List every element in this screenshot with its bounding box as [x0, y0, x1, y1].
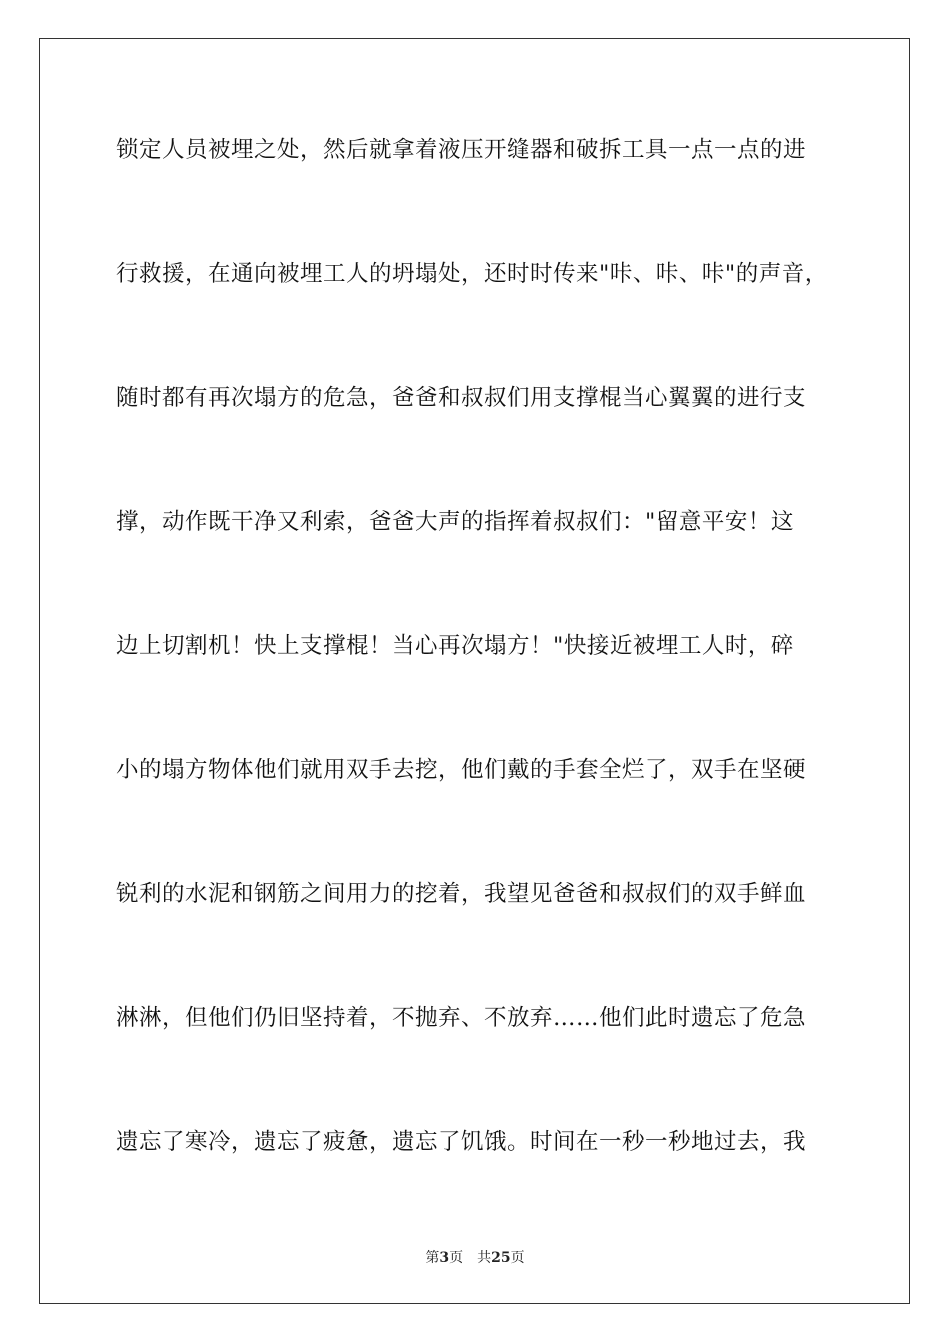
- text-line-5: 边上切割机！快上支撑棍！当心再次塌方！"快接近被埋工人时，碎: [116, 633, 794, 659]
- total-pages: 25: [491, 1250, 511, 1266]
- page-prefix: 第: [425, 1250, 440, 1266]
- page-footer: [0, 1247, 950, 1267]
- text-line-7: 锐利的水泥和钢筋之间用力的挖着，我望见爸爸和叔叔们的双手鲜血: [116, 881, 807, 907]
- page-suffix: 页: [449, 1250, 464, 1266]
- page-number: 3: [439, 1250, 450, 1266]
- text-line-8: 淋淋，但他们仍旧坚持着，不抛弃、不放弃……他们此时遗忘了危急: [116, 1005, 807, 1031]
- text-line-4: 撑，动作既干净又利索，爸爸大声的指挥着叔叔们："留意平安！这: [116, 509, 794, 535]
- text-line-9: 遗忘了寒冷，遗忘了疲惫，遗忘了饥饿。时间在一秒一秒地过去，我: [116, 1129, 807, 1155]
- total-suffix: 页: [510, 1250, 525, 1266]
- text-line-1: 锁定人员被埋之处，然后就拿着液压开缝器和破拆工具一点一点的进: [116, 137, 807, 163]
- total-prefix: 共: [477, 1250, 492, 1266]
- text-line-2: 行救援，在通向被埋工人的坍塌处，还时时传来"咔、咔、咔"的声音，: [116, 261, 828, 287]
- body-text: [116, 120, 836, 1236]
- text-line-3: 随时都有再次塌方的危急，爸爸和叔叔们用支撑棍当心翼翼的进行支: [116, 385, 807, 411]
- text-line-6: 小的塌方物体他们就用双手去挖，他们戴的手套全烂了，双手在坚硬: [116, 757, 807, 783]
